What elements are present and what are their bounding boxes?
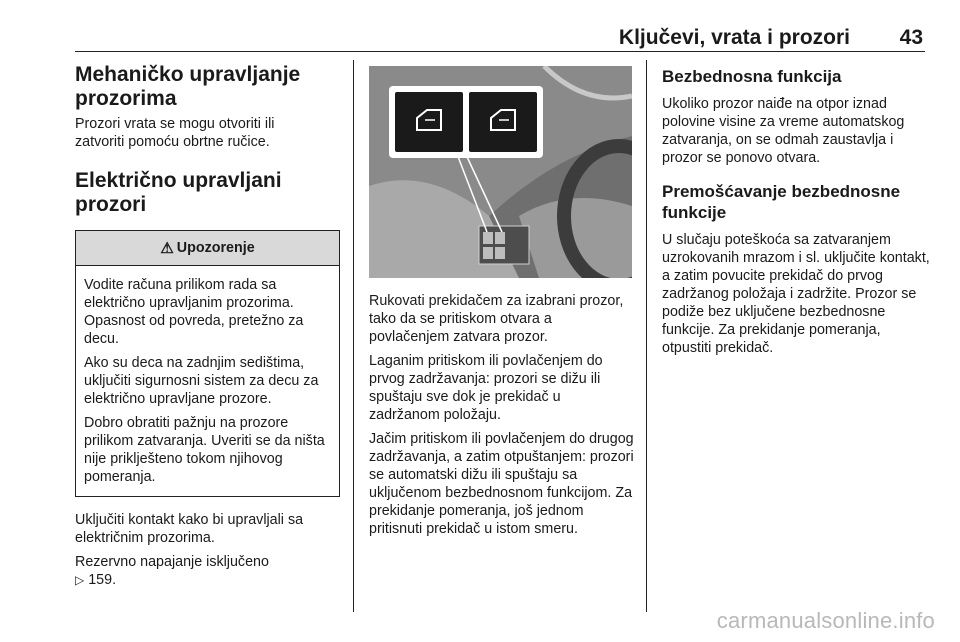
page-reference-number: 159. <box>88 572 117 588</box>
paragraph-override-safety: U slučaju poteškoća sa zatvaranjem uzrokovanih mrazom i sl. uključite kontakt, a zatim povucite prekidač do prvog zadržanog položaja i zadržite. Prozor se podiže bez uključene bezbednosne funkcije. Za prekidanje pomeranja, otpustiti prekidač. <box>662 232 930 356</box>
heading-electric-windows: Električno upravljani prozori <box>75 169 282 216</box>
warning-paragraph-2: Ako su deca na zadnjim sedištima, uključiti sigurnosni sistem za decu za električno upravljane prozore. <box>84 355 319 407</box>
page-reference <box>75 571 340 589</box>
paragraph-backup-power: Rezervno napajanje isključeno <box>75 554 269 570</box>
window-switch-photo <box>369 66 632 278</box>
warning-paragraph-1: Vodite računa prilikom rada sa električno upravljanim prozorima. Opasnost od povreda, pretežno za decu. <box>84 277 304 347</box>
heading-manual-windows: Mehaničko upravljanje prozorima <box>75 63 301 110</box>
header-rule <box>75 51 925 52</box>
warning-box <box>75 230 340 497</box>
column-left <box>75 63 340 589</box>
page-reference-icon: ▷ <box>75 573 85 587</box>
watermark: carmanualsonline.info <box>716 608 935 633</box>
warning-triangle-icon: ⚠ <box>160 240 174 257</box>
paragraph-safety-function: Ukoliko prozor naiđe na otpor iznad polovine visine za vreme automatskog zatvaranja, on se odmah zaustavlja i prozor se ponovo otvara. <box>662 96 905 166</box>
warning-header <box>76 231 339 266</box>
column-divider-left <box>353 60 354 612</box>
column-middle <box>369 66 634 538</box>
heading-safety-function: Bezbednosna funkcija <box>662 67 842 86</box>
paragraph-first-detent: Laganim pritiskom ili povlačenjem do prvog zadržavanja: prozori se dižu ili spuštaju sve dok je prekidač u zadržanom položaju. <box>369 353 603 423</box>
heading-override-safety: Premošćavanje bezbednosne funkcije <box>662 182 901 222</box>
paragraph-switch-operation: Rukovati prekidačem za izabrani prozor, tako da se pritiskom otvara a povlačenjem zatvara prozor. <box>369 293 624 345</box>
page-header-title: Ključevi, vrata i prozori <box>618 26 850 49</box>
column-divider-right <box>646 60 647 612</box>
paragraph-ignition: Uključiti kontakt kako bi upravljali sa električnim prozorima. <box>75 512 304 546</box>
column-right <box>662 66 930 357</box>
page-number: 43 <box>899 26 923 49</box>
paragraph-manual-windows: Prozori vrata se mogu otvoriti ili zatvoriti pomoću obrtne ručice. <box>75 116 275 150</box>
warning-body <box>76 266 339 496</box>
warning-paragraph-3: Dobro obratiti pažnju na prozore prilikom zatvaranja. Uveriti se da ništa nije priklješteno tokom njihovog pomeranja. <box>84 415 325 485</box>
warning-title: Upozorenje <box>176 240 255 256</box>
paragraph-second-detent: Jačim pritiskom ili povlačenjem do drugog zadržavanja, a zatim otpuštanjem: prozori se automatski dižu ili spuštaju sa uključenom bezbednosnom funkcijom. Za prekidanje pomeranja, još jednom pritisnuti prekidač u istom smeru. <box>369 431 634 537</box>
